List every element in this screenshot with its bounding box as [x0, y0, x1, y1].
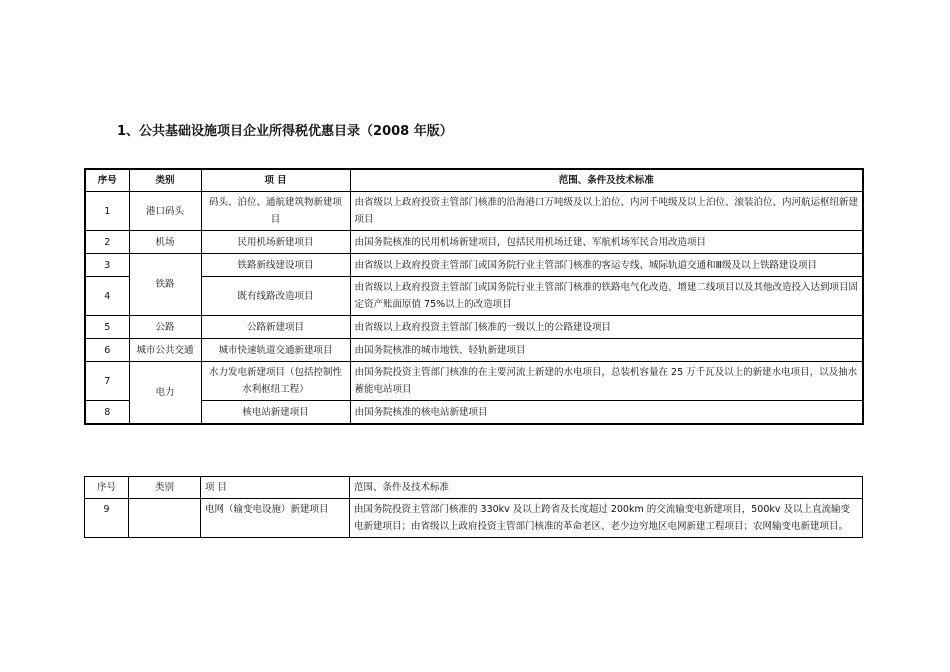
- header-category: 类别: [129, 477, 201, 499]
- row-standard: 由国务院投资主管部门核准的 330kv 及以上跨省及长度超过 200km 的交流输变电新建项目，500kv 及以上直流输变电新建项目；由省级以上政府投资主管部门核准的革命老区、老少边穷地区电网新建工程项目；农网输变电新建项目。: [350, 499, 863, 538]
- table-row: [85, 362, 863, 401]
- incentive-table-2: [84, 476, 863, 538]
- row-category: [129, 499, 201, 538]
- row-standard: 由省级以上政府投资主管部门或国务院行业主管部门核准的铁路电气化改造、增建二线项目以及其他改造投入达到项目固定资产账面原值 75%以上的改造项目: [350, 277, 863, 316]
- row-no: 5: [85, 316, 129, 339]
- row-standard: 由省级以上政府投资主管部门核准的一级以上的公路建设项目: [350, 316, 863, 339]
- row-item: 既有线路改造项目: [201, 277, 350, 316]
- table-header-row: [85, 477, 863, 499]
- row-no: 9: [85, 499, 129, 538]
- row-no: 2: [85, 231, 129, 254]
- table-row: [85, 254, 863, 277]
- row-standard: 由国务院投资主管部门核准的在主要河流上新建的水电项目，总装机容量在 25 万千瓦及以上的新建水电项目，以及抽水蓄能电站项目: [350, 362, 863, 401]
- row-item: 核电站新建项目: [201, 401, 350, 425]
- row-standard: 由国务院核准的城市地铁、轻轨新建项目: [350, 339, 863, 362]
- table-row: [85, 231, 863, 254]
- row-category: 公路: [129, 316, 201, 339]
- header-standard: 范围、条件及技术标准: [350, 169, 863, 192]
- header-category: 类别: [129, 169, 201, 192]
- table-row: [85, 499, 863, 538]
- row-category: 机场: [129, 231, 201, 254]
- table-row: [85, 277, 863, 316]
- row-no: 7: [85, 362, 129, 401]
- row-category: 电力: [129, 362, 201, 425]
- row-category: 城市公共交通: [129, 339, 201, 362]
- table-row: [85, 339, 863, 362]
- row-no: 1: [85, 192, 129, 231]
- header-standard: 范围、条件及技术标准: [350, 477, 863, 499]
- header-item: 项 目: [201, 169, 350, 192]
- row-item: 电网（输变电设施）新建项目: [201, 499, 350, 538]
- header-item: 项 目: [201, 477, 350, 499]
- row-item: 民用机场新建项目: [201, 231, 350, 254]
- row-no: 3: [85, 254, 129, 277]
- row-item: 码头、泊位、通航建筑物新建项目: [201, 192, 350, 231]
- table-row: [85, 192, 863, 231]
- row-no: 8: [85, 401, 129, 425]
- page-title: 1、公共基础设施项目企业所得税优惠目录（2008 年版）: [117, 124, 453, 139]
- row-item: 水力发电新建项目（包括控制性水利枢纽工程）: [201, 362, 350, 401]
- row-standard: 由国务院核准的民用机场新建项目，包括民用机场迁建、军航机场军民合用改造项目: [350, 231, 863, 254]
- header-no: 序号: [85, 477, 129, 499]
- row-no: 4: [85, 277, 129, 316]
- row-no: 6: [85, 339, 129, 362]
- incentive-table-1: [84, 168, 864, 425]
- row-item: 城市快速轨道交通新建项目: [201, 339, 350, 362]
- table-header-row: [85, 169, 863, 192]
- row-item: 公路新建项目: [201, 316, 350, 339]
- header-no: 序号: [85, 169, 129, 192]
- row-standard: 由国务院核准的核电站新建项目: [350, 401, 863, 425]
- table-row: [85, 316, 863, 339]
- table-row: [85, 401, 863, 425]
- row-item: 铁路新线建设项目: [201, 254, 350, 277]
- row-category: 铁路: [129, 254, 201, 316]
- row-category: 港口码头: [129, 192, 201, 231]
- row-standard: 由省级以上政府投资主管部门核准的沿海港口万吨级及以上泊位、内河千吨级及以上泊位、滚装泊位、内河航运枢纽新建项目: [350, 192, 863, 231]
- row-standard: 由省级以上政府投资主管部门或国务院行业主管部门核准的客运专线、城际轨道交通和Ⅲ级及以上铁路建设项目: [350, 254, 863, 277]
